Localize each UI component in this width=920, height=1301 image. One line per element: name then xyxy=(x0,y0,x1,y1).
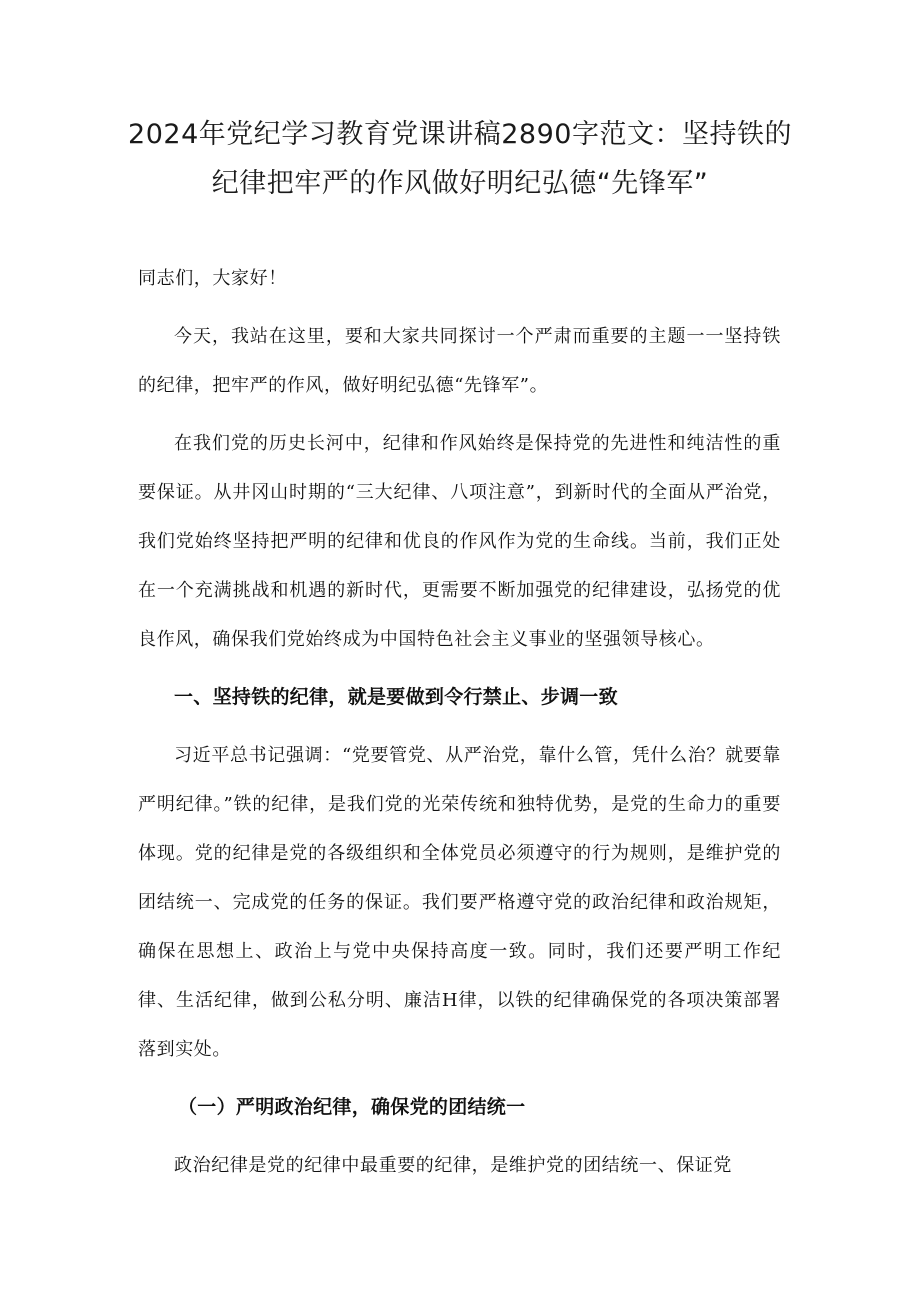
subsection-heading-1: （一）严明政治纪律，确保党的团结统一 xyxy=(178,1096,526,1118)
title-line-2: 纪律把牢严的作风做好明纪弘德“先锋军” xyxy=(211,168,709,199)
section-heading-1: 一、坚持铁的纪律，就是要做到令行禁止、步调一致 xyxy=(174,686,618,708)
paragraph-discipline: 习近平总书记强调：“党要管党、从严治党，靠什么管，凭什么治？就要靠严明纪律。”铁的纪律，是我们党的光荣传统和独特优势，是党的生命力的重要体现。党的纪律是党的各级组织和全体党员必须遵守的行为规则，是维护党的团结统一、完成党的任务的保证。我们要严格遵守党的政治纪律和政治规矩，确保在思想上、政治上与党中央保持高度一致。同时，我们还要严明工作纪律、生活纪律，做到公私分明、廉洁H律，以铁的纪律确保党的各项决策部署落到实处。 xyxy=(138,745,781,1060)
paragraph-history: 在我们党的历史长河中，纪律和作风始终是保持党的先进性和纯洁性的重要保证。从井冈山时期的“三大纪律、八项注意”，到新时代的全面从严治党，我们党始终坚持把严明的纪律和优良的作风作为党的生命线。当前，我们正处在一个充满挑战和机遇的新时代，更需要不断加强党的纪律建设，弘扬党的优良作风，确保我们党始终成为中国特色社会主义事业的坚强领导核心。 xyxy=(138,433,781,650)
paragraph-political-discipline: 政治纪律是党的纪律中最重要的纪律，是维护党的团结统一、保证党 xyxy=(174,1155,732,1176)
greeting: 同志们，大家好！ xyxy=(138,268,287,289)
title-line-1: 2024年党纪学习教育党课讲稿2890字范文：坚持铁的 xyxy=(128,119,792,150)
paragraph-intro: 今天，我站在这里，要和大家共同探讨一个严肃而重要的主题一一坚持铁的纪律，把牢严的作风，做好明纪弘德“先锋军”。 xyxy=(138,326,781,396)
document-body xyxy=(138,254,781,1199)
document-title xyxy=(80,110,840,208)
